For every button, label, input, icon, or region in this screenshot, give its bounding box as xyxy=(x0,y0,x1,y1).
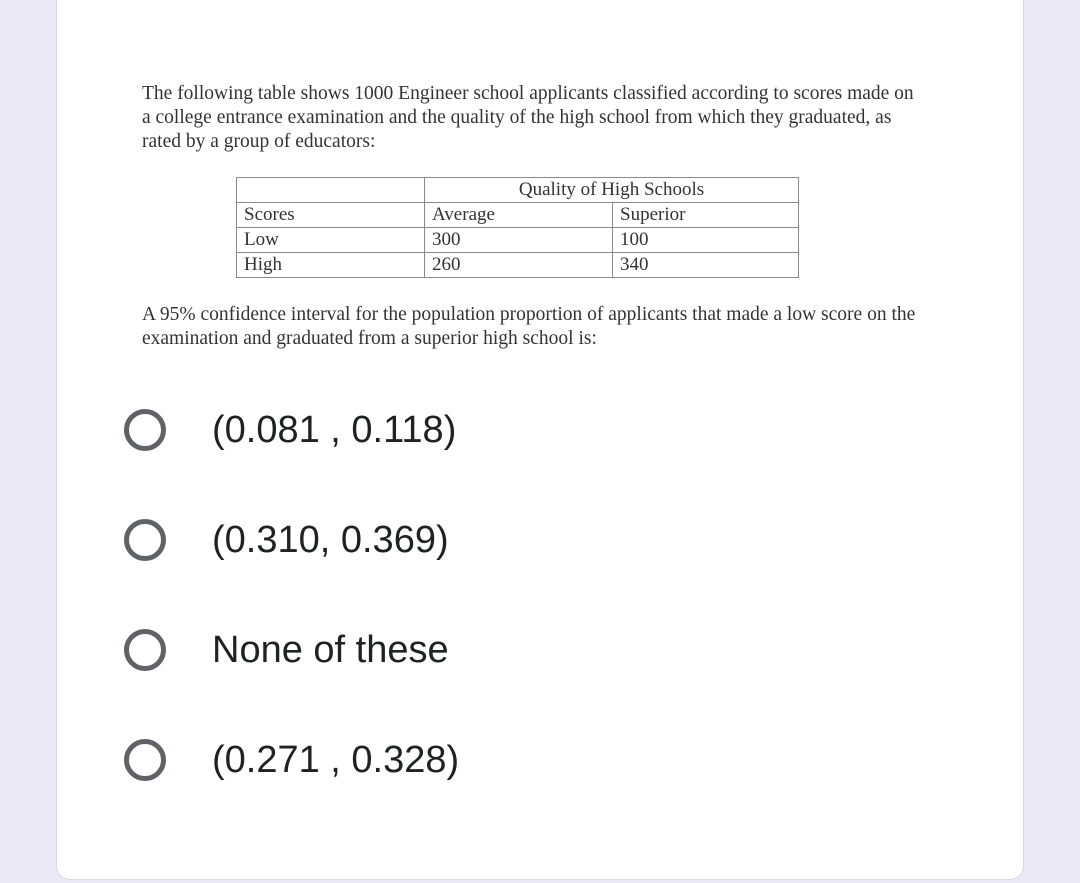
answer-option-label: (0.271 , 0.328) xyxy=(212,738,460,781)
table-row xyxy=(237,228,799,253)
table-row xyxy=(237,178,799,203)
table-cell: 260 xyxy=(425,253,613,278)
answer-options xyxy=(124,400,459,840)
answer-option-1[interactable] xyxy=(124,400,459,460)
table-header-cell: Average xyxy=(425,203,613,228)
table-row xyxy=(237,253,799,278)
table-row xyxy=(237,203,799,228)
radio-button-icon[interactable] xyxy=(124,739,166,781)
question-paragraph-1: The following table shows 1000 Engineer school applicants classified according to scores made on a college entrance examination and the quality of the high school from which they graduated, as rated by a group of educators: xyxy=(142,83,914,152)
table-cell: 300 xyxy=(425,228,613,253)
table-header-cell: Superior xyxy=(613,203,799,228)
table-cell: High xyxy=(237,253,425,278)
table-header-cell: Scores xyxy=(237,203,425,228)
table-group-header: Quality of High Schools xyxy=(425,178,799,203)
radio-button-icon[interactable] xyxy=(124,519,166,561)
question-image xyxy=(142,82,922,349)
radio-button-icon[interactable] xyxy=(124,409,166,451)
question-paragraph-2: A 95% confidence interval for the population proportion of applicants that made a low score on the examination and graduated from a superior high school is: xyxy=(142,304,916,349)
answer-option-2[interactable] xyxy=(124,510,459,570)
answer-option-label: None of these xyxy=(212,628,449,671)
answer-option-4[interactable] xyxy=(124,730,459,790)
radio-button-icon[interactable] xyxy=(124,629,166,671)
table-cell: 340 xyxy=(613,253,799,278)
answer-option-label: (0.081 , 0.118) xyxy=(212,408,457,451)
answer-option-3[interactable] xyxy=(124,620,459,680)
table-cell: 100 xyxy=(613,228,799,253)
table-cell-empty xyxy=(237,178,425,203)
answer-option-label: (0.310, 0.369) xyxy=(212,518,449,561)
data-table xyxy=(236,177,799,278)
table-cell: Low xyxy=(237,228,425,253)
